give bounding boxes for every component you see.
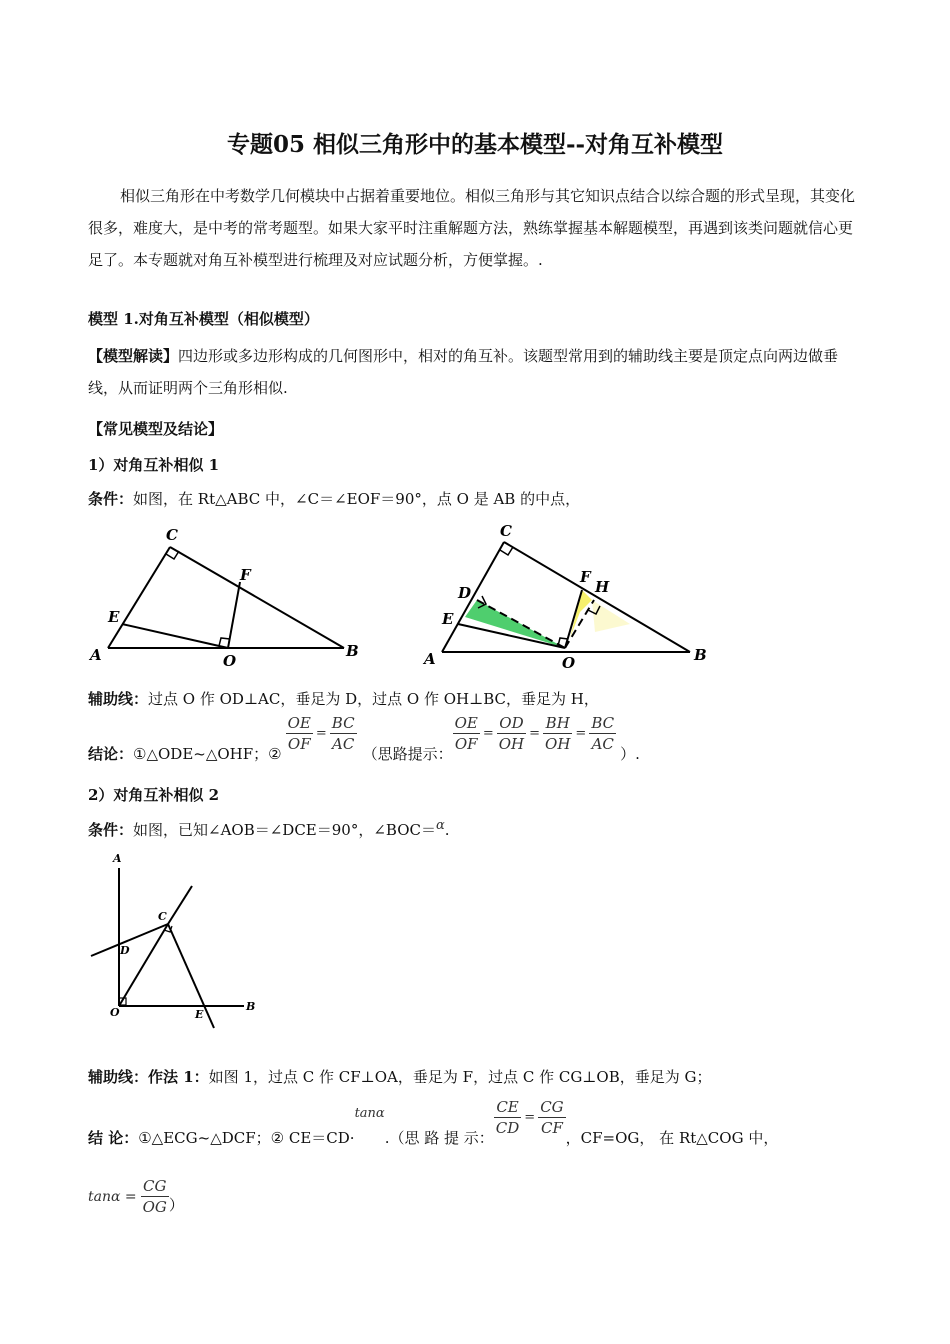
label-a: A <box>90 646 102 664</box>
label-f: F <box>240 566 251 584</box>
case1-conclusion-part1: ①△ODE~△OHF；② <box>133 745 282 763</box>
case2-aux-label: 辅助线：作法 1： <box>88 1068 209 1086</box>
label-d: D <box>120 944 130 957</box>
label-a: A <box>113 852 122 865</box>
segment-ac <box>442 542 504 652</box>
segment-oc <box>119 924 168 1006</box>
case2-aux-text: 如图 1，过点 C 作 CF⊥OA，垂足为 F，过点 C 作 CG⊥OB，垂足为 G； <box>208 1068 712 1086</box>
yellow-region <box>570 590 592 638</box>
fraction-bc-ac-hint: $\frac{BC}{AC}$ <box>591 713 615 753</box>
label-c: C <box>166 526 178 544</box>
model-reading-label: 【模型解读】 <box>88 347 179 365</box>
case1-condition-label: 条件： <box>88 490 134 508</box>
case2-condition-text: 如图，已知∠AOB＝∠DCE＝90°，∠BOC＝ <box>133 821 436 839</box>
common-models-heading: 【常见模型及结论】 <box>88 420 224 438</box>
label-b: B <box>694 646 707 664</box>
case2-conclusion <box>88 1096 863 1152</box>
figure-perpendicular-angles <box>88 848 278 1033</box>
case2-tan-line <box>88 1176 184 1217</box>
fraction-od-oh: $\frac{OD}{OH}$ <box>498 713 525 753</box>
equals-sign: = <box>529 725 541 741</box>
segment-eo <box>122 624 228 648</box>
label-c: C <box>500 522 512 540</box>
fraction-cg-og: $\frac{CG}{OG}$ <box>142 1177 167 1216</box>
case1-conclusion <box>88 713 640 766</box>
label-e: E <box>108 608 120 626</box>
case2-heading: 2）对角互补相似 2 <box>88 786 220 804</box>
label-f: F <box>580 568 591 586</box>
case2-hint-mid: ，CF=OG， 在 Rt△COG 中， <box>565 1129 779 1147</box>
model-reading-text: 四边形或多边形构成的几何图形中，相对的角互补。该题型常用到的辅助线主要是顶定点向两边做垂线，从而证明两个三角形相似. <box>88 347 839 397</box>
equals-sign: = <box>524 1109 536 1125</box>
case2-hint-prefix: .（思 路 提 示： <box>384 1129 494 1147</box>
label-c: C <box>158 910 167 923</box>
label-h: H <box>595 578 610 596</box>
case1-hint-prefix: （思路提示： <box>362 745 453 763</box>
label-a: A <box>424 650 436 668</box>
fraction-oe-of-hint: $\frac{OE}{OF}$ <box>454 713 478 753</box>
case2-condition-end: . <box>444 821 450 839</box>
label-o: O <box>223 652 237 670</box>
case1-conclusion-label: 结论： <box>88 745 134 763</box>
model-reading <box>88 340 863 404</box>
case1-aux-text: 过点 O 作 OD⊥AC，垂足为 D，过点 O 作 OH⊥BC，垂足为 H， <box>148 690 599 708</box>
figure-right-triangle-auxiliary <box>420 520 720 670</box>
segment-cb <box>170 547 344 648</box>
case1-auxiliary <box>88 688 599 709</box>
equals-sign: = <box>315 725 327 741</box>
label-b: B <box>346 642 359 660</box>
case1-condition-text: 如图，在 Rt△ABC 中，∠C＝∠EOF＝90°，点 O 是 AB 的中点， <box>133 490 581 508</box>
case2-auxiliary <box>88 1066 711 1087</box>
model1-heading: 模型 1.对角互补模型（相似模型） <box>88 310 319 328</box>
equals-sign: = <box>575 725 587 741</box>
tan-alpha-equation: tanα = <box>88 1188 137 1205</box>
label-e: E <box>442 610 454 628</box>
line-ce-extension <box>168 886 192 924</box>
fraction-bh-oh: $\frac{BH}{OH}$ <box>545 713 571 753</box>
fraction-ce-cd: $\frac{CE}{CD}$ <box>495 1097 520 1137</box>
figure-right-triangle <box>88 522 378 672</box>
case2-conclusion-text: ①△ECG~△DCF；② CE＝CD· <box>138 1129 355 1147</box>
case2-conclusion-label: 结 论： <box>88 1129 139 1147</box>
case2-condition <box>88 818 450 840</box>
label-o: O <box>110 1006 120 1019</box>
right-angle-c <box>500 547 513 555</box>
case1-aux-label: 辅助线： <box>88 690 149 708</box>
case2-hint-end: ） <box>168 1196 184 1214</box>
line-ce <box>168 924 214 1028</box>
label-o: O <box>562 654 576 670</box>
fraction-bc-ac: $\frac{BC}{AC}$ <box>331 713 355 753</box>
label-d: D <box>458 584 472 602</box>
page-title: 专题05 相似三角形中的基本模型--对角互补模型 <box>226 131 724 158</box>
case1-hint-suffix: ）. <box>620 745 640 763</box>
intro-paragraph: 相似三角形在中考数学几何模块中占据着重要地位。相似三角形与其它知识点结合以综合题的形式呈现，其变化很多，难度大，是中考的常考题型。如果大家平时注重解题方法，熟练掌握基本解题模型，再遇到该类问题就信心更足了。本专题就对角互补模型进行梳理及对应试题分析，方便掌握。. <box>88 187 856 269</box>
tan-alpha: tanα <box>354 1106 385 1121</box>
label-e: E <box>195 1008 204 1021</box>
label-b: B <box>246 1000 256 1013</box>
fraction-oe-of: $\frac{OE}{OF}$ <box>287 713 311 753</box>
case1-heading: 1）对角互补相似 1 <box>88 456 220 474</box>
fraction-cg-cf: $\frac{CG}{CF}$ <box>540 1097 564 1137</box>
case1-condition <box>88 488 580 509</box>
equals-sign: = <box>482 725 494 741</box>
segment-of <box>228 582 240 648</box>
case2-condition-label: 条件： <box>88 821 134 839</box>
alpha-symbol: α <box>436 818 445 833</box>
